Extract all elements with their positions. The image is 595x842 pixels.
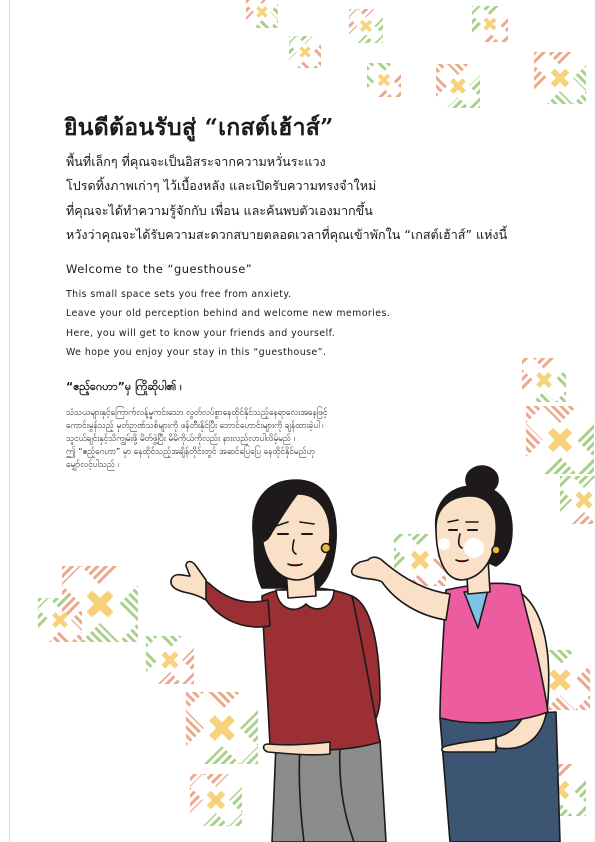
thai-title: ยินดีต้อนรับสู่ “เกสต์เฮ้าส์” <box>64 114 334 141</box>
burmese-line: ကောင်းမွန်သည့် မှတ်ဉာဏ်သစ်များကို ဖန်တီးနိုင်ပြီး ဘောင်ဟောင်းများကို ချန်ထားခဲ့ပါ ၊ <box>66 419 324 430</box>
thai-line: โปรดทิ้งภาพเก่าๆ ไว้เบื้องหลัง และเปิดรับความทรงจำใหม่ <box>66 178 377 194</box>
english-heading: Welcome to the “guesthouse” <box>66 262 253 276</box>
thai-line: พื้นที่เล็กๆ ที่คุณจะเป็นอิสระจากความหวั่นระแวง <box>66 154 326 169</box>
english-line: Leave your old perception behind and welcome new memories. <box>66 308 391 320</box>
burmese-heading: “ဧည့်ဂေဟာ”မှ ကြိုဆိုပါ၏ ၊ <box>66 380 182 393</box>
english-line: We hope you enjoy your stay in this “guesthouse”. <box>66 346 327 358</box>
thai-line: หวังว่าคุณจะได้รับความสะดวกสบายตลอดเวลาที่คุณเข้าพักใน “เกสต์เฮ้าส์” แห่งนี้ <box>66 227 508 243</box>
thai-line: ที่คุณจะได้ทำความรู้จักกับ เพื่อน และค้นพบตัวเองมากขึ้น <box>66 202 373 218</box>
burmese-line: မျှော်လင့်ပါသည် ၊ <box>66 458 119 469</box>
english-line: This small space sets you free from anxiety. <box>66 289 292 300</box>
burmese-line: သံသယများနှင့်ကြောက်လန့်မှုကင်းသော လွတ်လပ်စွာနေထိုင်နိုင်သည့်နေရာလေးအနေဖြင့် <box>66 407 328 417</box>
burmese-line: ဤ “ဧည့်ဂေဟာ” မှာ နေထိုင်သည့်အချိန်တိုင်းတွင် အဆင်ပြေပြေ နေထိုင်နိုင်မည်ဟု <box>66 445 315 456</box>
burmese-line: သူငယ်ချင်းနှင့်သိကျွမ်းဖို့ မိတ်ဖွဲ့ပြီး မိမိကိုယ်ကိုလည်း နားလည်လာပါလိမ့်မည် ၊ <box>66 432 295 443</box>
woman-red-blouse <box>171 480 386 842</box>
english-line: Here, you will get to know your friends and yourself. <box>66 327 336 339</box>
